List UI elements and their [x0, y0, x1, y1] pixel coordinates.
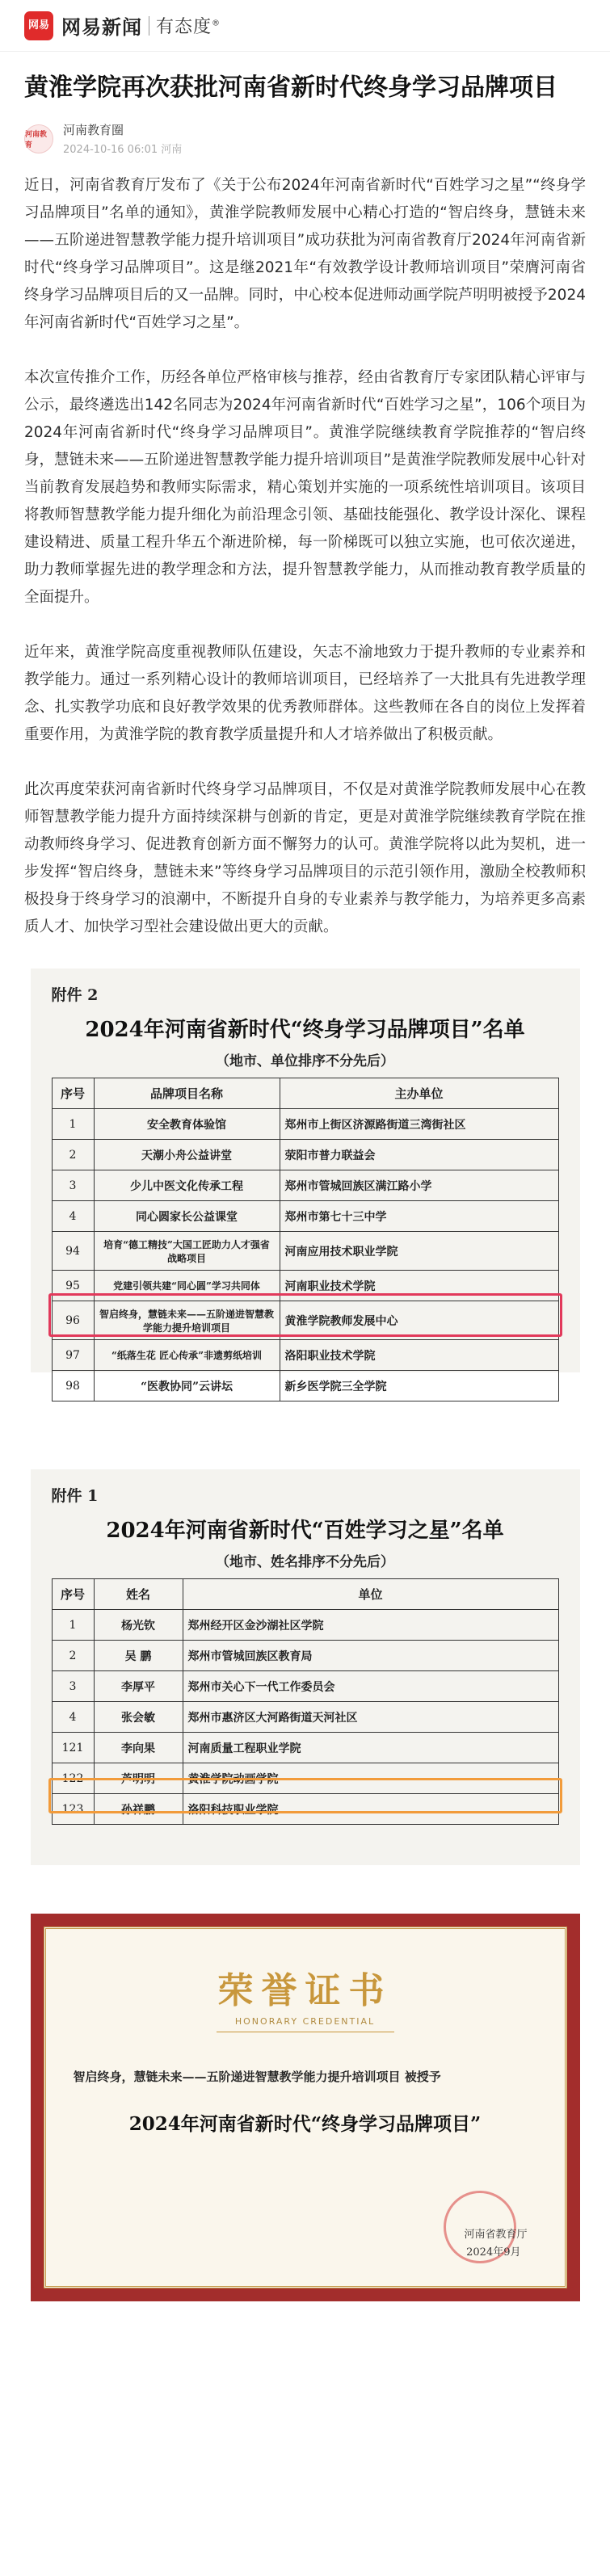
person-name: 孙祥鹏: [94, 1794, 183, 1825]
column-header: 单位: [183, 1579, 558, 1610]
project-name: 同心圆家长公益课堂: [94, 1201, 280, 1232]
annex2-table: [52, 1078, 559, 1401]
highlight-box-row-122: [48, 1778, 562, 1813]
person-name: 李向果: [94, 1733, 183, 1763]
publish-meta: 2024-10-16 06:01 河南: [63, 144, 183, 156]
source-avatar[interactable]: [24, 124, 53, 153]
project-name: “纸落生花 匠心传承”非遗剪纸培训: [94, 1340, 280, 1371]
annex1-document-image[interactable]: [31, 1469, 580, 1865]
table-row: [52, 1170, 558, 1201]
table-row: [52, 1610, 558, 1641]
table-row: [52, 1671, 558, 1702]
article-paragraph: 此次再度荣获河南省新时代终身学习品牌项目，不仅是对黄淮学院教师发展中心在教师智慧教学能力提升方面持续深耕与创新的肯定，更是对黄淮学院继续教育学院在推动教师终身学习、促进教育创新方面不懈努力的认可。黄淮学院将以此为契机，进一步发挥“智启终身，慧链未来”等终身学习品牌项目的示范引领作用，激励全校教师积极投身于终身学习的浪潮中，不断提升自身的专业素养与教学能力，为培养更多高素质人才、加快学习型社会建设做出更大的贡献。: [24, 781, 586, 935]
person-name: 芦明明: [94, 1763, 183, 1794]
host-organization: 郑州市管城回族区满江路小学: [280, 1170, 558, 1201]
brand-slogan: [156, 13, 221, 38]
row-number: 4: [52, 1201, 94, 1232]
article-title: 黄淮学院再次获批河南省新时代终身学习品牌项目: [24, 74, 557, 102]
host-organization: 河南职业技术学院: [280, 1271, 558, 1301]
host-organization: 新乡医学院三全学院: [280, 1371, 558, 1401]
brand-name[interactable]: 网易新闻: [61, 16, 142, 39]
certificate-issuer: 河南省教育厅: [464, 2229, 528, 2241]
netease-logo[interactable]: [24, 11, 53, 40]
source-avatar-text: 河南教育: [25, 130, 48, 149]
column-header: 序号: [52, 1078, 94, 1109]
table-row: [52, 1201, 558, 1232]
table-row: [52, 1702, 558, 1733]
project-name: 少儿中医文化传承工程: [94, 1170, 280, 1201]
row-number: 3: [52, 1170, 94, 1201]
annex1-title: 2024年河南省新时代“百姓学习之星”名单: [106, 1519, 504, 1543]
article-paragraph: 近日，河南省教育厅发布了《关于公布2024年河南省新时代“百姓学习之星”“终身学习品牌项目”名单的通知》，黄淮学院教师发展中心精心打造的“智启终身，慧链未来——五阶递进智慧教学能力提升培训项目”成功获批为河南省教育厅2024年河南省新时代“终身学习品牌项目”。这是继2021年“有效教学设计教师培训项目”荣膺河南省终身学习品牌项目后的又一品牌。同时，中心校本促进师动画学院芦明明被授予2024年河南省新时代“百姓学习之星”。: [24, 177, 586, 331]
column-header: 序号: [52, 1579, 94, 1610]
table-row: [52, 1109, 558, 1140]
certificate-english-caption: HONORARY CREDENTIAL: [234, 2016, 376, 2027]
person-name: 吴 鹏: [94, 1641, 183, 1671]
row-number: 1: [52, 1610, 94, 1641]
row-number: 1: [52, 1109, 94, 1140]
organization: 河南质量工程职业学院: [183, 1733, 558, 1763]
row-number: 3: [52, 1671, 94, 1702]
article-paragraph: 近年来，黄淮学院高度重视教师队伍建设，矢志不渝地致力于提升教师的专业素养和教学能力。通过一系列精心设计的教师培训项目，已经培养了一大批具有先进教学理念、扎实教学功底和良好教学效果的优秀教师群体。这些教师在各自的岗位上发挥着重要作用，为黄淮学院的教育教学质量提升和人才培养做出了积极贡献。: [24, 644, 586, 743]
project-name: 智启终身，慧链未来——五阶递进智慧教学能力提升培训项目: [94, 1301, 280, 1340]
brand-slogan-text: 有态度: [156, 17, 212, 37]
certificate-award: 2024年河南省新时代“终身学习品牌项目”: [128, 2113, 482, 2135]
row-number: 98: [52, 1371, 94, 1401]
row-number: 94: [52, 1232, 94, 1271]
table-row: [52, 1371, 558, 1401]
organization: 洛阳科技职业学院: [183, 1794, 558, 1825]
annex2-label: 附件 2: [51, 986, 99, 1004]
host-organization: 河南应用技术职业学院: [280, 1232, 558, 1271]
column-header: 姓名: [94, 1579, 183, 1610]
host-organization: 洛阳职业技术学院: [280, 1340, 558, 1371]
certificate-heading: 荣誉证书: [217, 1970, 393, 2011]
source-name[interactable]: 河南教育圈: [63, 123, 124, 137]
row-number: 2: [52, 1641, 94, 1671]
certificate-date: 2024年9月: [466, 2246, 521, 2259]
certificate-body: 智启终身，慧链未来——五阶递进智慧教学能力提升培训项目 被授予: [73, 2070, 441, 2084]
table-row: [52, 1641, 558, 1671]
person-name: 张会敏: [94, 1702, 183, 1733]
logo-text: 网易: [27, 19, 49, 32]
honor-certificate-image[interactable]: [31, 1914, 580, 2301]
project-name: 安全教育体验馆: [94, 1109, 280, 1140]
table-row: [52, 1232, 558, 1271]
source-info: [63, 121, 182, 156]
table-header-row: [52, 1078, 558, 1109]
project-name: 培育“德工精技”大国工匠助力人才强省战略项目: [94, 1232, 280, 1271]
project-name: “医教协同”云讲坛: [94, 1371, 280, 1401]
column-header: 品牌项目名称: [94, 1078, 280, 1109]
article-paragraph: 本次宣传推介工作，历经各单位严格审核与推荐，经由省教育厅专家团队精心评审与公示，最终遴选出142名同志为2024年河南省新时代“百姓学习之星”，106个项目为2024年河南省新时代“终身学习品牌项目”。黄淮学院继续教育学院推荐的“智启终身，慧链未来——五阶递进智慧教学能力提升培训项目”是黄淮学院教师发展中心针对当前教育发展趋势和教师实际需求，精心策划并实施的一项系统性培训项目。该项目将教师智慧教学能力提升细化为前沿理念引领、基础技能强化、教学设计深化、课程建设精进、质量工程升华五个渐进阶梯，每一阶梯既可以独立实施，也可依次递进，助力教师掌握先进的教学理念和方法，提升智慧教学能力，从而推动教育教学质量的全面提升。: [24, 369, 586, 606]
top-bar: [0, 0, 610, 52]
row-number: 122: [52, 1763, 94, 1794]
row-number: 2: [52, 1140, 94, 1170]
row-number: 97: [52, 1340, 94, 1371]
row-number: 96: [52, 1301, 94, 1340]
host-organization: 黄淮学院教师发展中心: [280, 1301, 558, 1340]
annex2-subtitle: （地市、单位排序不分先后）: [216, 1053, 394, 1069]
row-number: 4: [52, 1702, 94, 1733]
annex2-title: 2024年河南省新时代“终身学习品牌项目”名单: [85, 1018, 525, 1042]
table-row: [52, 1340, 558, 1371]
annex1-label: 附件 1: [51, 1487, 99, 1505]
annex1-subtitle: （地市、姓名排序不分先后）: [216, 1554, 394, 1570]
table-header-row: [52, 1579, 558, 1610]
project-name: 党建引领共建“同心圆”学习共同体: [94, 1271, 280, 1301]
article-source: [0, 113, 610, 172]
organization: 黄淮学院动画学院: [183, 1763, 558, 1794]
project-name: 天潮小舟公益讲堂: [94, 1140, 280, 1170]
organization: 郑州市惠济区大河路街道天河社区: [183, 1702, 558, 1733]
table-row: [52, 1140, 558, 1170]
person-name: 杨光钦: [94, 1610, 183, 1641]
annex2-document-image[interactable]: [31, 969, 580, 1393]
organization: 郑州市管城回族区教育局: [183, 1641, 558, 1671]
certificate-inner: [44, 1927, 567, 2288]
host-organization: 郑州市第七十三中学: [280, 1201, 558, 1232]
person-name: 李厚平: [94, 1671, 183, 1702]
host-organization: 郑州市上街区济源路街道三湾街社区: [280, 1109, 558, 1140]
organization: 郑州市关心下一代工作委员会: [183, 1671, 558, 1702]
row-number: 95: [52, 1271, 94, 1301]
host-organization: 荥阳市普力联益会: [280, 1140, 558, 1170]
organization: 郑州经开区金沙湖社区学院: [183, 1610, 558, 1641]
row-number: 121: [52, 1733, 94, 1763]
registered-mark: ®: [212, 19, 221, 28]
table-row: [52, 1733, 558, 1763]
column-header: 主办单位: [280, 1078, 558, 1109]
highlight-box-row-96: [48, 1293, 562, 1337]
row-number: 123: [52, 1794, 94, 1825]
